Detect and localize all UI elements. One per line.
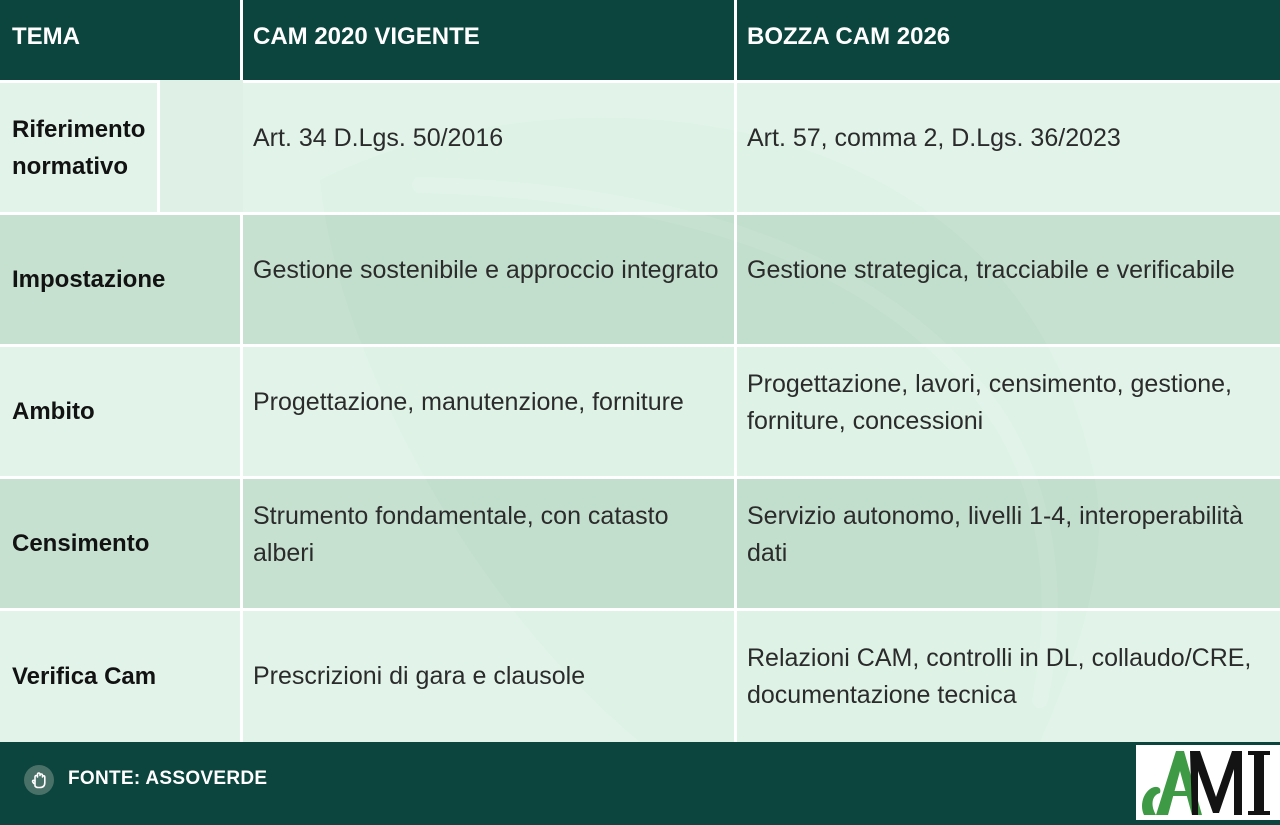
row-cam2020-value: Prescrizioni di gara e clausole	[243, 608, 737, 742]
row-theme: Ambito	[0, 344, 243, 476]
row-cam2020-value: Gestione sostenibile e approccio integrato	[243, 212, 737, 344]
row-cam2026-value: Progettazione, lavori, censimento, gestione, forniture, concessioni	[737, 344, 1280, 476]
row-cam2026-value: Relazioni CAM, controlli in DL, collaudo/CRE, documentazione tecnica	[737, 608, 1280, 742]
hand-icon	[24, 765, 54, 795]
row-theme: Impostazione	[0, 212, 243, 344]
row-cam2026-value: Gestione strategica, tracciabile e verificabile	[737, 212, 1280, 344]
header-theme: TEMA	[0, 0, 243, 80]
row-cam2026-value: Art. 57, comma 2, D.Lgs. 36/2023	[737, 80, 1280, 212]
am-logo-icon	[1136, 745, 1280, 820]
row-cam2020-value: Art. 34 D.Lgs. 50/2016	[243, 80, 737, 212]
row-theme: Verifica Cam	[0, 608, 243, 742]
source-label: FONTE: ASSOVERDE	[68, 768, 268, 789]
header-cam-2026: BOZZA CAM 2026	[737, 0, 1280, 80]
row-cam2020-value: Strumento fondamentale, con catasto alberi	[243, 476, 737, 608]
row-cam2020-value: Progettazione, manutenzione, forniture	[243, 344, 737, 476]
header-cam-2020: CAM 2020 VIGENTE	[243, 0, 737, 80]
row-theme: Riferimento normativo	[0, 80, 160, 212]
row-theme: Censimento	[0, 476, 243, 608]
row-cam2026-value: Servizio autonomo, livelli 1-4, interoperabilità dati	[737, 476, 1280, 608]
